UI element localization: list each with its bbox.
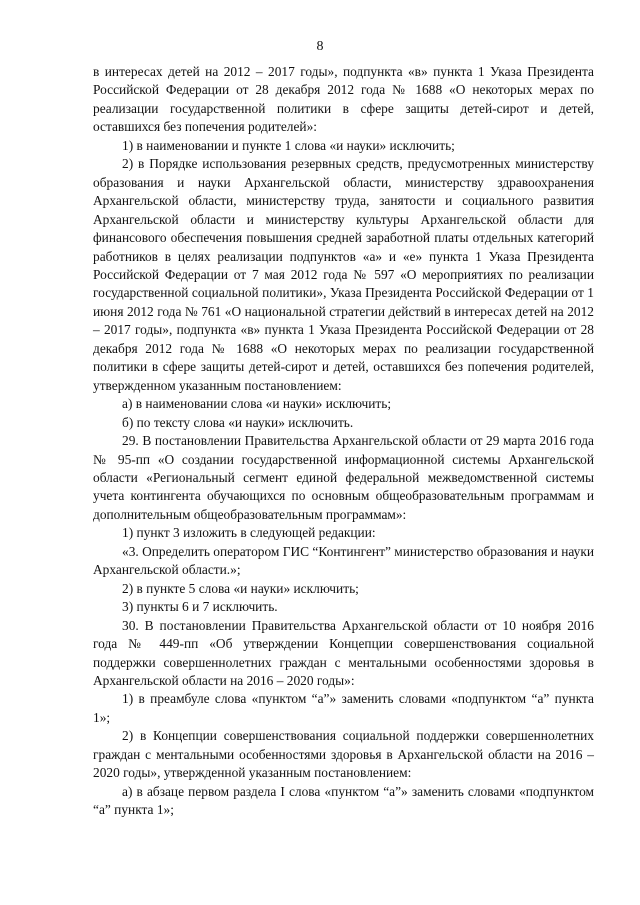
paragraph: 2) в Концепции совершенствования социальной поддержки совершеннолетних граждан с ментальными особенностями здоровья в Архангельской области на 2016 – 2020 годы», утвержденной указанным постановлением:: [93, 728, 594, 781]
paragraph: 1) в наименовании и пункте 1 слова «и науки» исключить;: [122, 137, 455, 153]
paragraph: «3. Определить оператором ГИС “Контингент” министерство образования и науки Архангельской области.»;: [93, 543, 594, 578]
paragraph: в интересах детей на 2012 – 2017 годы», подпункта «в» пункта 1 Указа Президента Российской Федерации от 28 декабря 2012 года № 1688 «О некоторых мерах по реализации государственной политики в сфере защиты детей-сирот и детей, оставшихся без попечения родителей»:: [93, 64, 594, 135]
paragraph: 2) в Порядке использования резервных средств, предусмотренных министерству образования и науки Архангельской области, министерству здравоохранения Архангельской области, министерству труда, занятости и социального развития Архангельской области и министерству культуры Архангельской области для финансового обеспечения повышения средней заработной платы отдельных категорий работников в целях реализации подпунктов «а» и «е» пункта 1 Указа Президента Российской Федерации от 7 мая 2012 года № 597 «О мероприятиях по реализации государственной социальной политики», Указа Президента Российской Федерации от 1 июня 2012 года № 761 «О национальной стратегии действий в интересах детей на 2012 – 2017 годы», подпункта «в» пункта 1 Указа Президента Российской Федерации от 28 декабря 2012 года № 1688 «О некоторых мерах по реализации государственной политики в сфере защиты детей-сирот и детей, оставшихся без попечения родителей, утвержденном указанным постановлением:: [93, 156, 594, 393]
paragraph: 29. В постановлении Правительства Архангельской области от 29 марта 2016 года № 95-пп «О создании государственной информационной системы Архангельской области «Региональный сегмент единой федеральной межведомственной системы учета контингента обучающихся по основным общеобразовательным программам и дополнительным общеобразовательным программам»:: [93, 433, 594, 522]
paragraph: 1) в преамбуле слова «пунктом “а”» заменить словами «подпунктом “а” пункта 1»;: [93, 691, 594, 725]
paragraph: б) по тексту слова «и науки» исключить.: [122, 414, 354, 430]
paragraph: 3) пункты 6 и 7 исключить.: [122, 599, 278, 615]
paragraph: 30. В постановлении Правительства Архангельской области от 10 ноября 2016 года № 449-пп «Об утверждении Концепции совершенствования социальной поддержки совершеннолетних граждан с ментальными особенностями здоровья в Архангельской области на 2016 – 2020 годы»:: [93, 617, 594, 688]
paragraph: 1) пункт 3 изложить в следующей редакции:: [122, 525, 376, 541]
paragraph: 2) в пункте 5 слова «и науки» исключить;: [122, 580, 359, 596]
document-body: [93, 63, 594, 820]
paragraph: а) в абзаце первом раздела I слова «пунктом “а”» заменить словами «подпунктом “а” пункта 1»;: [93, 783, 594, 818]
paragraph: а) в наименовании слова «и науки» исключить;: [122, 396, 392, 412]
page-number: 8: [316, 39, 324, 54]
